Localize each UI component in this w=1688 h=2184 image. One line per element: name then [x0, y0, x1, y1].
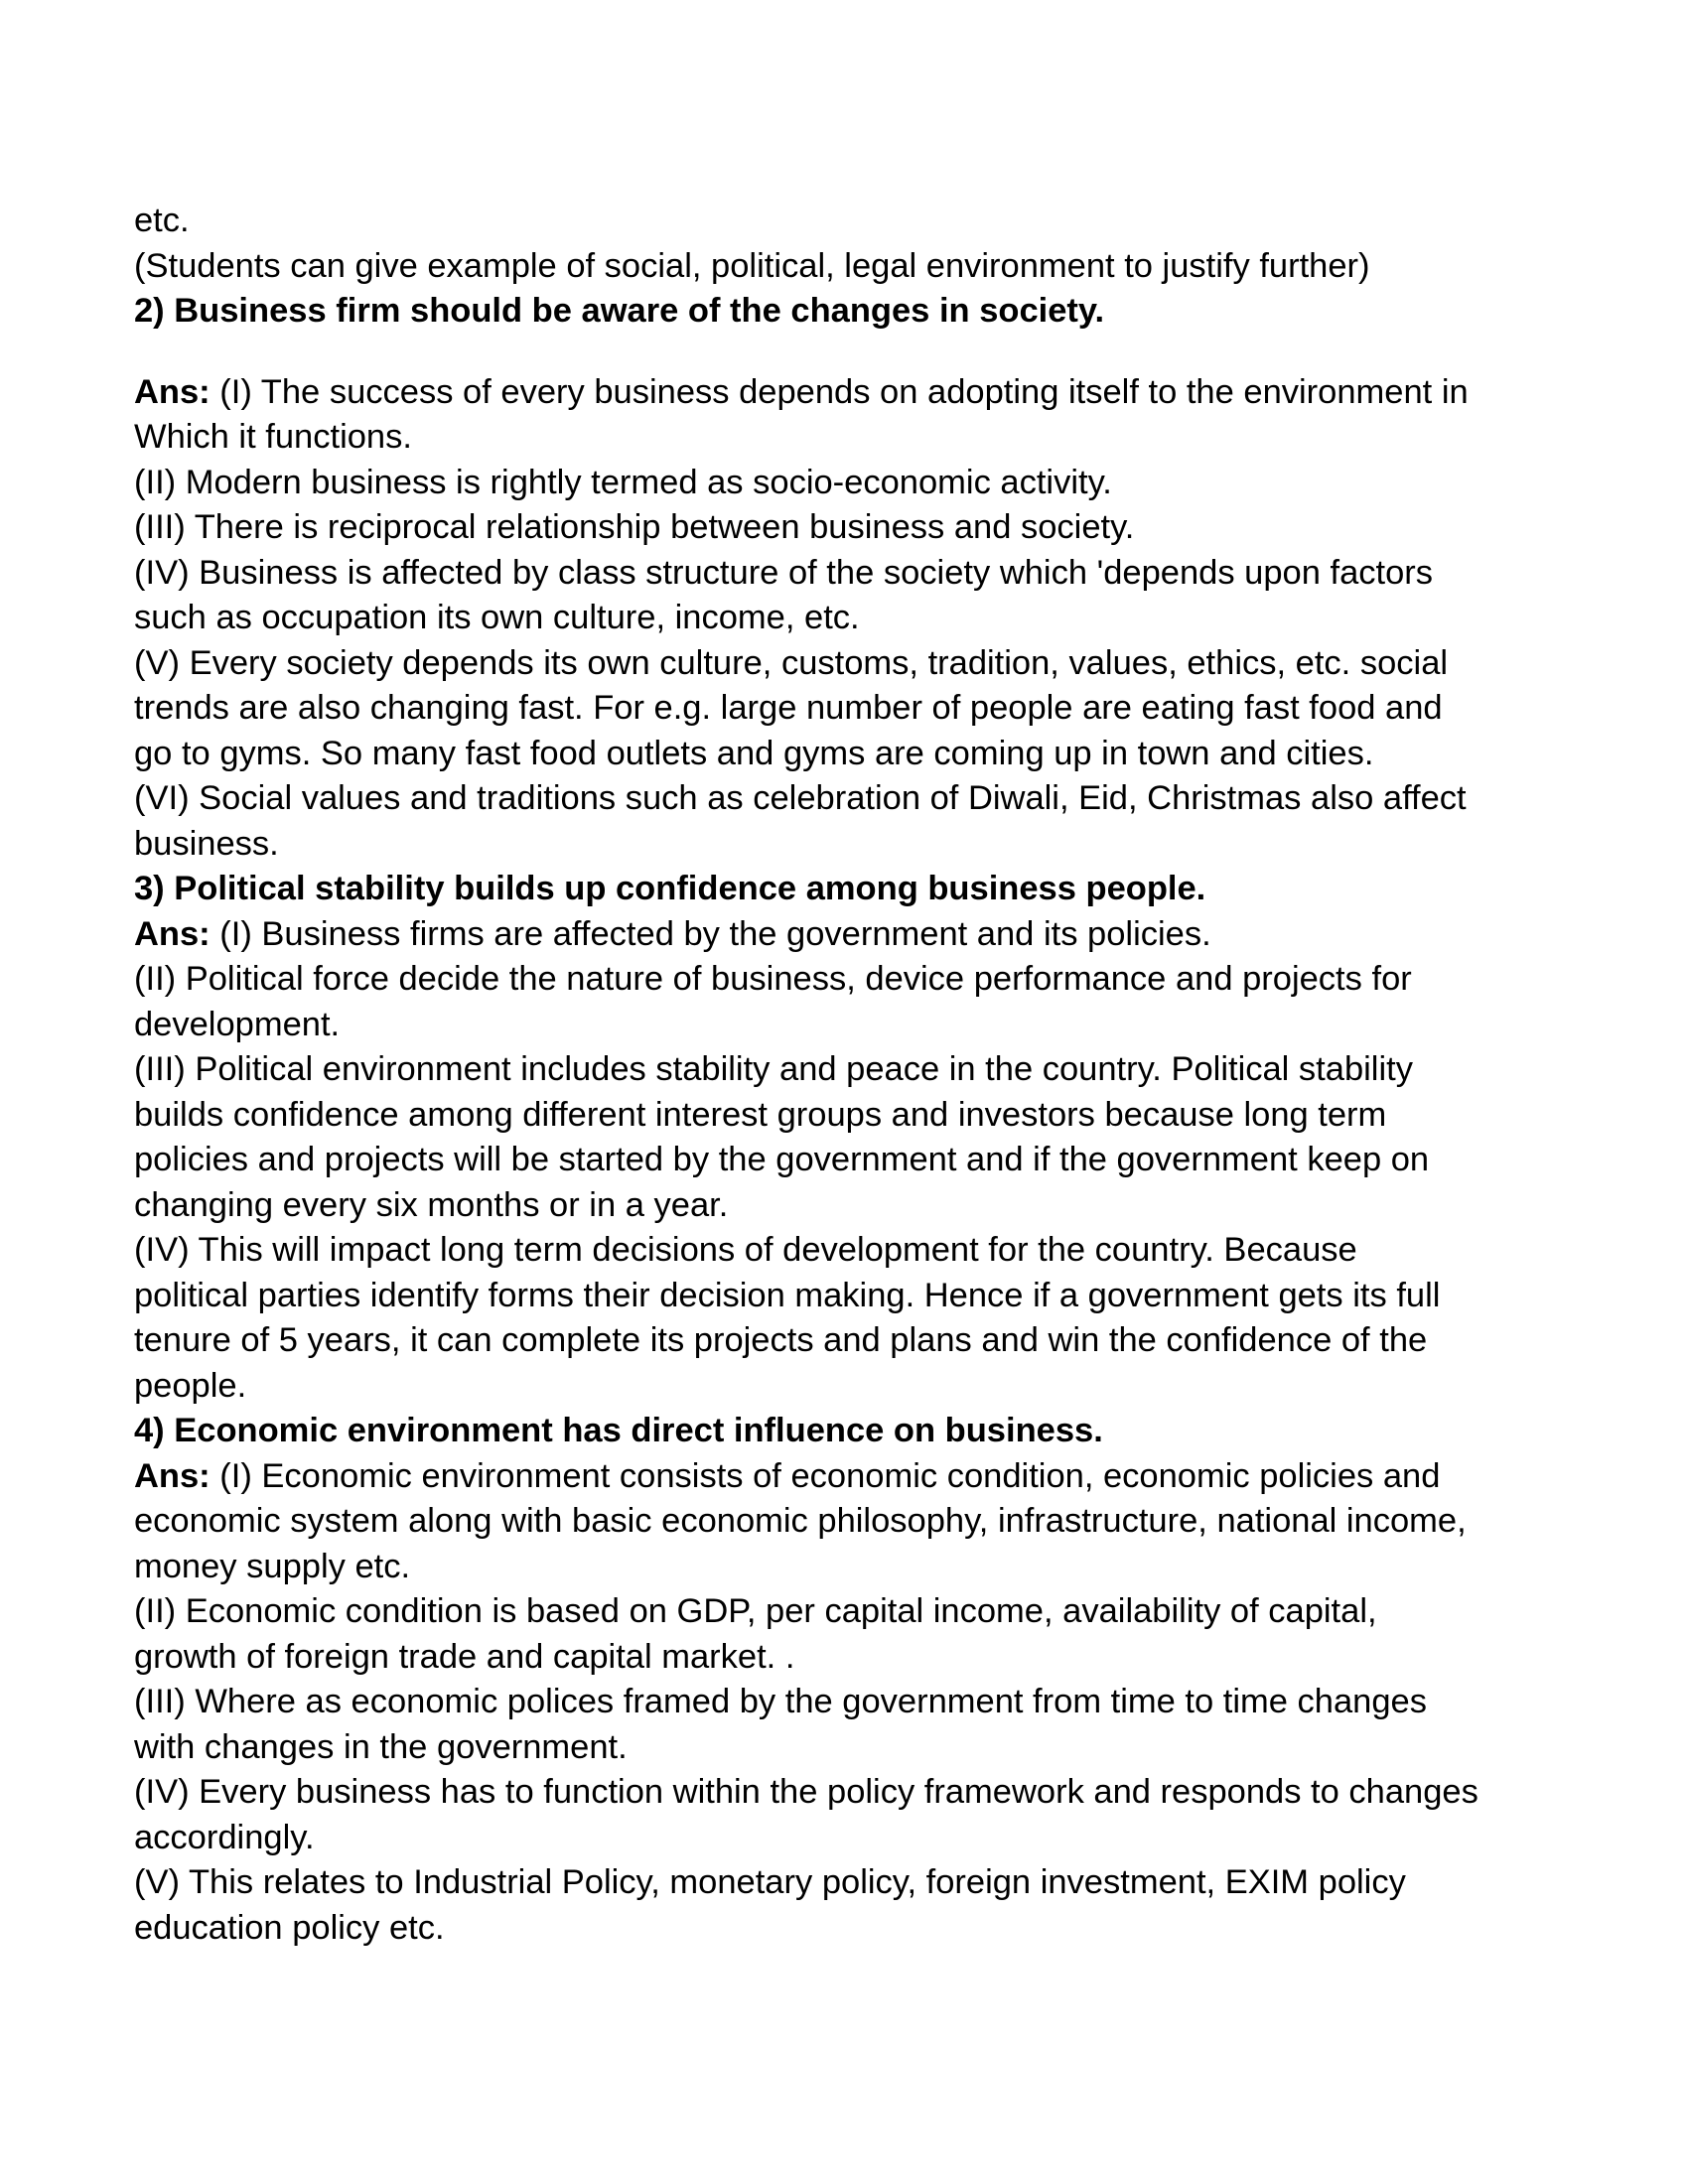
answer-line: policies and projects will be started by the government and if the government keep on	[134, 1141, 1430, 1178]
answer-line: growth of foreign trade and capital market. .	[134, 1637, 795, 1676]
answer-line: Which it functions.	[134, 418, 412, 456]
answer-line: trends are also changing fast. For e.g. large number of people are eating fast food and	[134, 689, 1443, 727]
answer-line: political parties identify forms their decision making. Hence if a government gets its full	[134, 1276, 1441, 1314]
answer-line	[134, 912, 1564, 958]
answer-label: Ans:	[134, 372, 211, 411]
answer-line: people.	[134, 1366, 247, 1405]
answer-line: (V) Every society depends its own culture, customs, tradition, values, ethics, etc. social	[134, 643, 1449, 682]
answer-line: (IV) This will impact long term decisions of development for the country. Because	[134, 1231, 1357, 1269]
answer-line: education policy etc.	[134, 1908, 445, 1947]
answer-line: (II) Economic condition is based on GDP, per capital income, availability of capital,	[134, 1592, 1377, 1630]
answer-line: (III) Political environment includes stability and peace in the country. Political stability	[134, 1050, 1413, 1088]
answer-label: Ans:	[134, 1456, 211, 1495]
answer-line: development.	[134, 1005, 341, 1043]
answer-line: changing every six months or in a year.	[134, 1185, 729, 1224]
answer-line: (IV) Business is affected by class structure of the society which 'depends upon factors	[134, 553, 1434, 592]
question-heading: 3) Political stability builds up confidence among business people.	[134, 870, 1206, 907]
answer-line: business.	[134, 824, 279, 863]
document-page	[134, 199, 1564, 1951]
answer-line: economic system along with basic economic philosophy, infrastructure, national income,	[134, 1502, 1467, 1540]
answer-text: (I) Economic environment consists of economic condition, economic policies and	[219, 1456, 1441, 1495]
answer-line: with changes in the government.	[134, 1727, 628, 1766]
spacer	[134, 335, 1564, 370]
answer-line: (II) Political force decide the nature of business, device performance and projects for	[134, 960, 1412, 998]
answer-line: go to gyms. So many fast food outlets and gyms are coming up in town and cities.	[134, 734, 1374, 772]
answer-line: accordingly.	[134, 1818, 315, 1856]
answer-line: (VI) Social values and traditions such as celebration of Diwali, Eid, Christmas also affect	[134, 779, 1467, 817]
answer-line: (III) Where as economic polices framed by the government from time to time changes	[134, 1683, 1427, 1720]
answer-line: (III) There is reciprocal relationship between business and society.	[134, 508, 1135, 546]
question-heading: 4) Economic environment has direct influence on business.	[134, 1412, 1103, 1449]
answer-text: (I) The success of every business depends on adopting itself to the environment in	[219, 372, 1469, 411]
answer-line: such as occupation its own culture, income, etc.	[134, 599, 860, 636]
intro-line: (Students can give example of social, political, legal environment to justify further)	[134, 246, 1370, 285]
answer-line: tenure of 5 years, it can complete its projects and plans and win the confidence of the	[134, 1321, 1428, 1359]
answer-line: (IV) Every business has to function within the policy framework and responds to changes	[134, 1773, 1478, 1811]
answer-line: builds confidence among different interest groups and investors because long term	[134, 1095, 1387, 1134]
answer-line: (II) Modern business is rightly termed as socio-economic activity.	[134, 463, 1112, 501]
answer-line	[134, 370, 1564, 416]
intro-line: etc.	[134, 202, 190, 239]
question-heading: 2) Business firm should be aware of the changes in society.	[134, 292, 1105, 330]
answer-line: (V) This relates to Industrial Policy, monetary policy, foreign investment, EXIM policy	[134, 1863, 1406, 1901]
answer-text: (I) Business firms are affected by the government and its policies.	[219, 914, 1211, 953]
answer-line	[134, 1454, 1564, 1500]
answer-label: Ans:	[134, 914, 211, 953]
answer-line: money supply etc.	[134, 1547, 411, 1585]
